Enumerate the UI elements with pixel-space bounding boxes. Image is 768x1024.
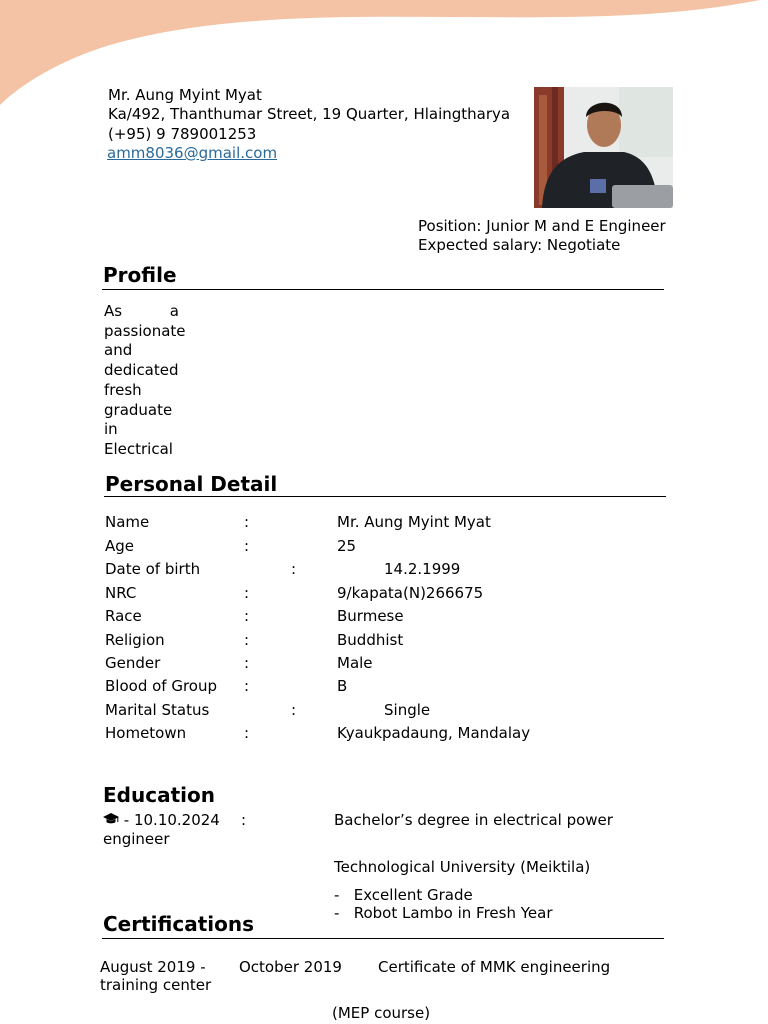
detail-separator: :: [244, 513, 250, 531]
detail-separator: :: [244, 631, 250, 649]
graduation-cap-icon: [103, 811, 124, 829]
detail-separator: :: [244, 537, 250, 555]
detail-value: Single: [384, 701, 431, 719]
detail-label: Marital Status: [105, 701, 210, 719]
detail-row-nrc: [105, 584, 665, 604]
certification-course: (MEP course): [332, 1004, 431, 1022]
personal-detail-heading: Personal Detail: [105, 472, 278, 496]
position-applied: Position: Junior M and E Engineer: [418, 217, 666, 235]
detail-value: B: [337, 677, 348, 695]
certification-name-continued: training center: [100, 976, 212, 994]
detail-row-name: [105, 513, 665, 533]
detail-value: 25: [337, 537, 357, 555]
certifications-divider: [102, 938, 664, 939]
detail-row-date-of-birth: [105, 560, 665, 580]
detail-row-marital-status: [105, 701, 665, 721]
detail-separator: :: [244, 677, 250, 695]
education-separator: :: [241, 811, 247, 829]
address: Ka/492, Thanthumar Street, 19 Quarter, Hlaingtharya: [108, 105, 511, 123]
detail-value: Kyaukpadaung, Mandalay: [337, 724, 531, 742]
detail-label: Gender: [105, 654, 161, 672]
certification-end-date: October 2019: [239, 958, 342, 976]
detail-separator: :: [244, 724, 250, 742]
detail-label: NRC: [105, 584, 137, 602]
detail-label: Hometown: [105, 724, 187, 742]
detail-label: Age: [105, 537, 135, 555]
applicant-name: Mr. Aung Myint Myat: [108, 86, 262, 104]
detail-row-hometown: [105, 724, 665, 744]
personal-detail-divider: [104, 496, 666, 497]
education-degree-continued: engineer: [103, 830, 170, 848]
expected-salary: Expected salary: Negotiate: [418, 236, 621, 254]
detail-row-religion: [105, 631, 665, 651]
detail-row-gender: [105, 654, 665, 674]
detail-value: 14.2.1999: [384, 560, 461, 578]
achievement-item: - Excellent Grade: [334, 886, 473, 904]
education-date: - 10.10.2024: [123, 811, 220, 829]
detail-separator: :: [244, 584, 250, 602]
education-heading: Education: [103, 783, 215, 807]
detail-separator: :: [291, 701, 297, 719]
achievement-item: - Robot Lambo in Fresh Year: [334, 904, 553, 922]
detail-value: Mr. Aung Myint Myat: [337, 513, 491, 531]
education-degree: Bachelor’s degree in electrical power: [334, 811, 613, 829]
detail-label: Religion: [105, 631, 165, 649]
profile-divider: [102, 289, 664, 290]
profile-text: As a passionate and dedicated fresh graduate in Electrical: [104, 302, 186, 458]
certification-name: Certificate of MMK engineering: [378, 958, 611, 976]
email-link[interactable]: amm8036@gmail.com: [107, 144, 278, 162]
detail-row-age: [105, 537, 665, 557]
detail-separator: :: [244, 607, 250, 625]
education-achievements: [334, 885, 664, 922]
profile-heading: Profile: [103, 263, 177, 287]
education-period: [103, 811, 220, 829]
detail-value: Buddhist: [337, 631, 404, 649]
detail-value: Burmese: [337, 607, 404, 625]
detail-row-race: [105, 607, 665, 627]
detail-value: 9/kapata(N)266675: [337, 584, 484, 602]
profile-photo: [534, 87, 673, 208]
certification-start-date: August 2019 -: [100, 958, 206, 976]
detail-value: Male: [337, 654, 373, 672]
certifications-heading: Certifications: [103, 912, 254, 936]
detail-label: Name: [105, 513, 150, 531]
detail-label: Blood of Group: [105, 677, 217, 695]
detail-label: Race: [105, 607, 142, 625]
phone-number: (+95) 9 789001253: [108, 125, 257, 143]
education-university: Technological University (Meiktila): [334, 858, 591, 876]
detail-separator: :: [244, 654, 250, 672]
detail-separator: :: [291, 560, 297, 578]
detail-label: Date of birth: [105, 560, 201, 578]
detail-row-blood-group: [105, 677, 665, 697]
